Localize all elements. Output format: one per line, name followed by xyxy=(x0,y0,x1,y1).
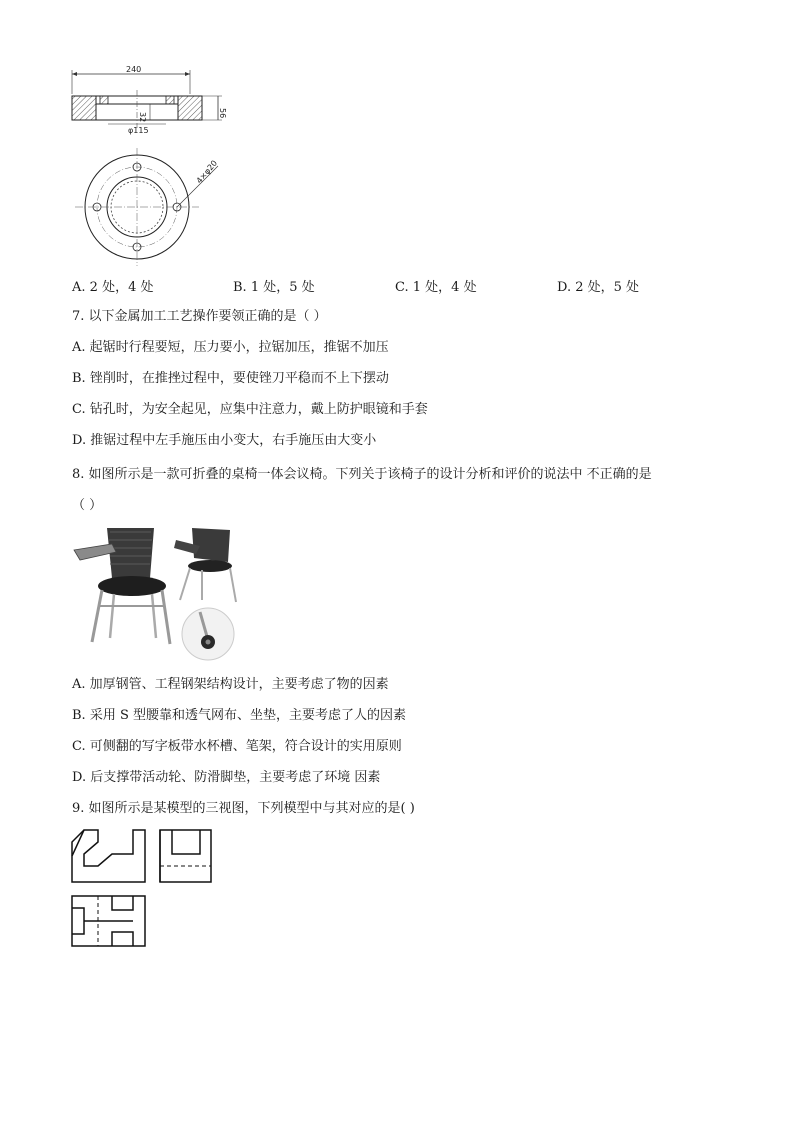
dim-diameter-label: φ115 xyxy=(128,126,149,135)
q8-option-d[interactable]: D. 后支撑带活动轮、防滑脚垫，主要考虑了环境 因素 xyxy=(72,770,381,785)
dim-depth-label: 32 xyxy=(138,112,147,123)
q6-option-b[interactable]: B. 1 处，5 处 xyxy=(233,280,315,295)
q7-stem: 7. 以下金属加工工艺操作要领正确的是（ ） xyxy=(72,309,327,324)
q7-option-d[interactable]: D. 推锯过程中左手施压由小变大，右手施压由大变小 xyxy=(72,433,377,448)
q7-option-b[interactable]: B. 锉削时，在推挫过程中，要使锉刀平稳而不上下摆动 xyxy=(72,371,389,386)
top-view-icon xyxy=(72,896,145,946)
folding-chair-image xyxy=(72,522,240,664)
q7-option-c[interactable]: C. 钻孔时，为安全起见，应集中注意力，戴上防护眼镜和手套 xyxy=(72,402,428,417)
dim-holes-label: 4×φ20 xyxy=(194,158,220,186)
front-view-icon xyxy=(72,830,145,882)
q8-stem: 8. 如图所示是一款可折叠的桌椅一体会议椅。下列关于该椅子的设计分析和评价的说法中 不正确的是 xyxy=(72,467,652,482)
side-view-icon xyxy=(160,830,211,882)
q8-option-c[interactable]: C. 可侧翻的写字板带水杯槽、笔架，符合设计的实用原则 xyxy=(72,739,402,754)
wheel-detail-icon xyxy=(182,608,234,660)
dim-width-label: 240 xyxy=(126,65,142,74)
q9-stem: 9. 如图所示是某模型的三视图，下列模型中与其对应的是( ) xyxy=(72,801,415,816)
q8-option-b[interactable]: B. 采用 S 型腰靠和透气网布、坐垫，主要考虑了人的因素 xyxy=(72,708,406,723)
q8-option-a[interactable]: A. 加厚钢管、工程钢架结构设计，主要考虑了物的因素 xyxy=(72,677,389,692)
three-view-drawing xyxy=(70,826,215,948)
dim-height-label: 56 xyxy=(218,108,227,119)
q6-option-a[interactable]: A. 2 处，4 处 xyxy=(72,280,154,295)
q8-answer-bracket: （ ） xyxy=(72,498,103,513)
q7-option-a[interactable]: A. 起锯时行程要短，压力要小，拉锯加压，推锯不加压 xyxy=(72,340,389,355)
flange-drawing xyxy=(60,60,250,270)
q6-option-c[interactable]: C. 1 处，4 处 xyxy=(395,280,477,295)
q6-option-d[interactable]: D. 2 处，5 处 xyxy=(557,280,640,295)
